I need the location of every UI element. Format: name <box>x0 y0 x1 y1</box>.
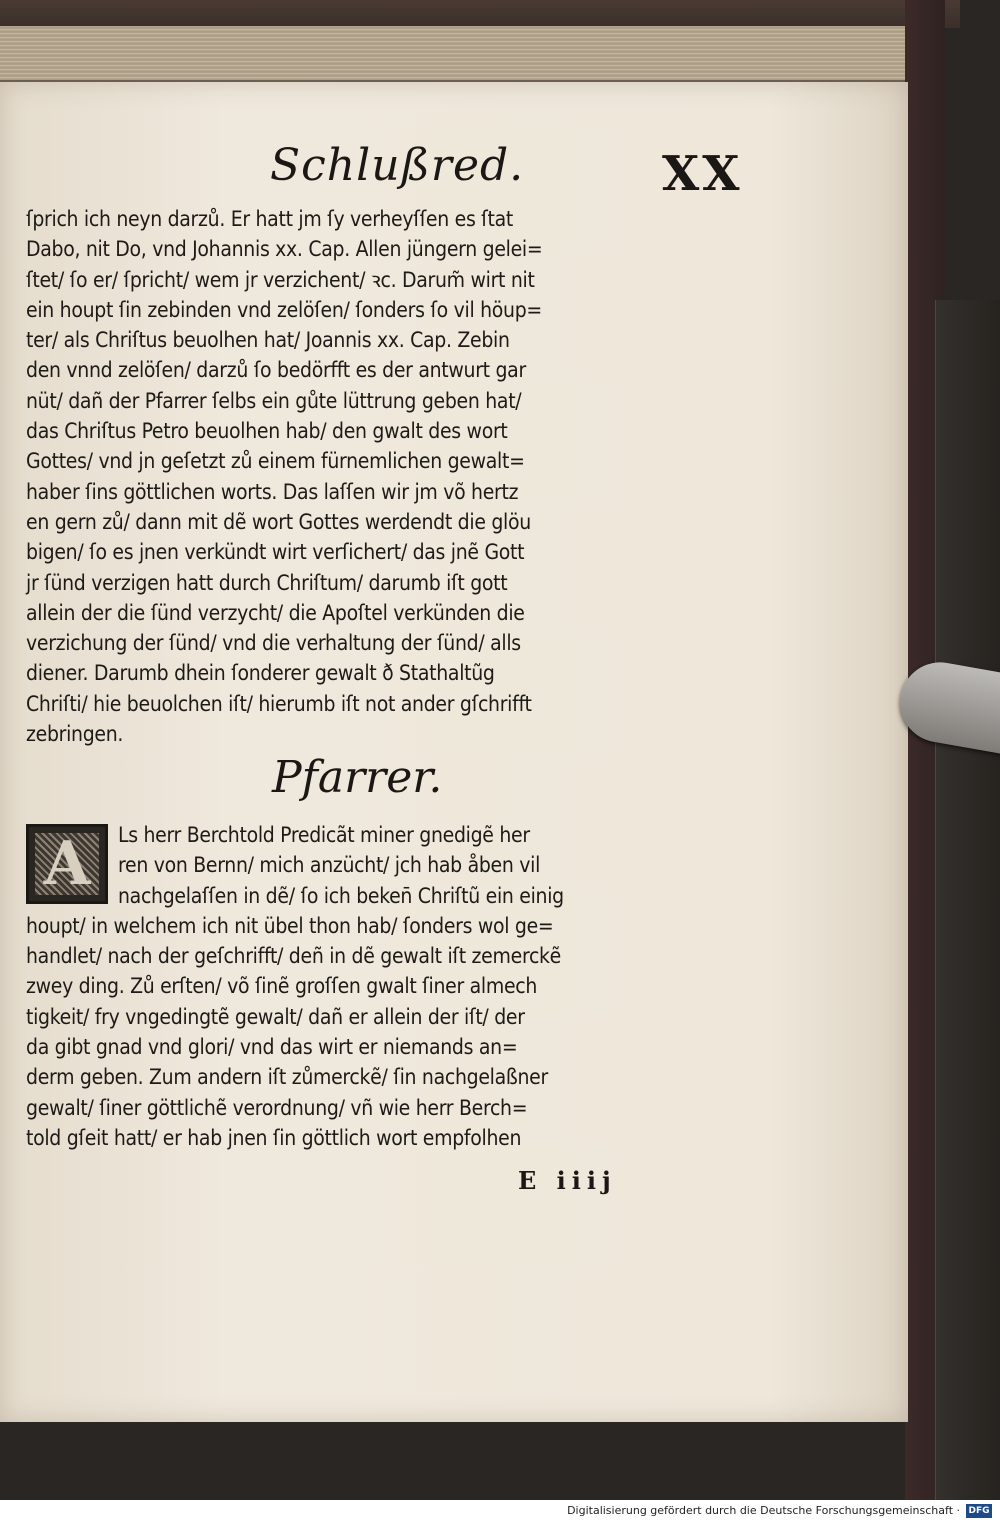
text-line: Ls herr Berchtold Predicãt miner gnedigẽ her <box>118 823 530 847</box>
text-line: ter/ als Chriſtus beuolhen hat/ Joannis xx. Cap. Zebin <box>26 328 510 353</box>
initial-letter: A <box>43 829 91 899</box>
text-line: told gſeit hatt/ er hab jnen ſin göttlich wort empfolhen <box>26 1125 522 1150</box>
text-line: allein der die ſünd verzycht/ die Apoſtel verkünden die <box>26 600 525 625</box>
paragraph-1 <box>26 204 716 749</box>
text-line: den vnnd zelöſen/ darzů ſo bedörfft es der antwurt gar <box>26 358 526 383</box>
text-line: nachgelaſſen in dẽ/ ſo ich beken̄ Chriſtũ ein einig <box>118 883 564 908</box>
text-line: zebringen. <box>26 722 124 747</box>
text-line: nüt/ dañ der Pfarrer ſelbs ein gůte lüttrung geben hat/ <box>26 388 522 413</box>
text-line: ren von Bernn/ mich anzücht/ jch hab åben vil <box>118 853 541 878</box>
paragraph-2 <box>26 820 716 1153</box>
section-heading: Pfarrer. <box>272 752 443 803</box>
text-line: gewalt/ ſiner göttlichẽ verordnung/ vñ wie herr Berch= <box>26 1095 528 1120</box>
signature-mark: E iiij <box>518 1166 617 1195</box>
text-line: haber ſins göttlichen worts. Das laſſen wir jm võ hertz <box>26 479 519 504</box>
text-line: Dabo, nit Do, vnd Johannis xx. Cap. Allen jüngern gelei= <box>26 237 543 262</box>
footer-bar <box>0 1500 1000 1524</box>
text-line: derm geben. Zum andern iſt zůmerckẽ/ ſin nachgelaßner <box>26 1065 548 1090</box>
page-edges <box>0 26 905 82</box>
text-line: ein houpt ſin zebinden vnd zelöſen/ ſonders ſo vil höup= <box>26 297 542 322</box>
text-line: verzichung der ſünd/ vnd die verhaltung der ſünd/ alls <box>26 631 521 656</box>
book-binding-edge <box>0 0 960 28</box>
text-line: zwey ding. Zů erſten/ võ ſinẽ groſſen gwalt ſiner almech <box>26 974 538 999</box>
text-line: da gibt gnad vnd glori/ vnd das wirt er niemands an= <box>26 1035 518 1060</box>
text-line: diener. Darumb dhein ſonderer gewalt ð Stathaltũg <box>26 661 495 686</box>
text-line: en gern zů/ dann mit dẽ wort Gottes werdendt die glöu <box>26 509 531 534</box>
text-line: houpt/ in welchem ich nit übel thon hab/ ſonders wol ge= <box>26 913 554 938</box>
dfg-logo: DFG <box>966 1504 992 1518</box>
text-line: handlet/ nach der geſchrifft/ deñ in dẽ gewalt iſt zemerckẽ <box>26 944 561 969</box>
text-line: tigkeit/ fry vngedingtẽ gewalt/ dañ er allein der iſt/ der <box>26 1004 525 1029</box>
funding-credit: Digitalisierung gefördert durch die Deutsche Forschungsgemeinschaft · <box>567 1504 960 1517</box>
text-line: bigen/ ſo es jnen verkündt wirt verſichert/ das jnẽ Gott <box>26 540 525 565</box>
text-line: ſtet/ ſo er/ ſpricht/ wem jr verzichent/ ꝛc. Darum̃ wirt nit <box>26 267 535 292</box>
running-head: Schlußred. <box>270 140 525 191</box>
folio-number: XX <box>662 146 743 202</box>
text-line: Gottes/ vnd jn geſetzt zů einem fürnemlichen gewalt= <box>26 449 525 474</box>
text-line: jr ſünd verzigen hatt durch Chriſtum/ darumb iſt gott <box>26 570 508 595</box>
text-line: ſprich ich neyn darzů. Er hatt jm ſy verheyſſen es ſtat <box>26 207 514 231</box>
text-line: Chriſti/ hie beuolchen iſt/ hierumb iſt not ander gſchrifft <box>26 691 532 716</box>
book-support-block <box>935 300 1000 1500</box>
text-line: das Chriſtus Petro beuolhen hab/ den gwalt des wort <box>26 419 508 444</box>
